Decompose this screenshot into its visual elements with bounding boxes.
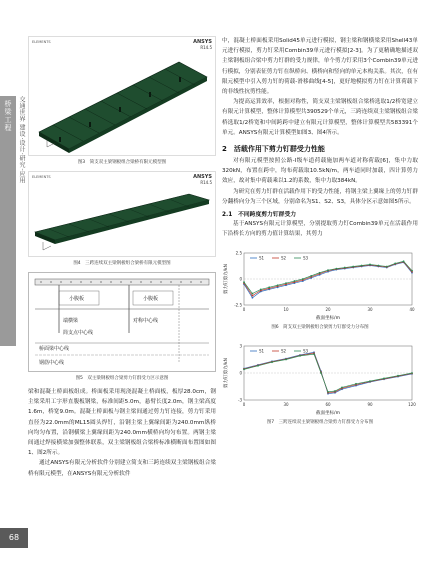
fig3-ansys-label: ANSYS [193, 39, 212, 45]
fig7-data-point-s3 [257, 365, 259, 367]
fig7-data-point-s3 [320, 373, 322, 375]
fig7-data-point-s3 [411, 373, 413, 375]
right-paragraph-2: 为提高运算效率，根据对称性，简支双主梁钢板组合梁桥选取1/2桥宽建立有限元计算模型，整体计算模型共390529个单元，三跨连续双主梁钢板组合梁桥选取1/2桥宽和中间跨跨中建立有限元计算模型，整体计算模型共583391个单元。ANSYS有限元计算模型如图3、图4所示。 [222, 99, 418, 136]
figure-7-chart [222, 336, 418, 416]
fig6-data-point-s3 [361, 265, 363, 267]
fig6-x-tick-label: 30 [367, 307, 373, 313]
fig7-caption: 图7 三跨连续双主梁钢板组合梁剪力钉群受力分布图 [266, 420, 374, 426]
fig7-data-point-s3 [383, 378, 385, 380]
fig6-y-tick-label: -2.5 [234, 302, 242, 308]
fig5-caption: 图5 双主梁钢板组合梁剪力钉群受力区示意图 [75, 376, 169, 381]
fig5-label-web-1: 小腹板 [69, 296, 85, 302]
fig5-label-end-beam: 端横梁 [63, 318, 79, 324]
right-paragraph-4: 为研究在剪力钉群在活载作用下的受力性能，将钢主梁上翼缘上的剪力钉群分翻桥向分为三个区域，分别命名为S1、S2、S3，具体分区示意如图5所示。 [222, 188, 418, 205]
fig6-data-point-s2 [252, 295, 254, 297]
fig6-data-point-s3 [327, 270, 329, 272]
fig7-data-point-s3 [327, 391, 329, 393]
fig6-y-axis-label: 剪力钉剪力/kN [224, 264, 229, 295]
fig6-data-point-s3 [277, 285, 279, 287]
figure-6-chart [222, 243, 418, 321]
fig6-x-axis-label: 截面坐标/m [316, 316, 340, 322]
sidebar [0, 0, 25, 575]
fig4-caption: 图4 三跨连续双主梁钢板组合梁桥有限元模型图 [73, 261, 171, 266]
fig6-caption: 图6 简支双主梁钢板组合梁剪力钉群受力分布图 [271, 325, 369, 331]
fig3-model-image [29, 37, 215, 157]
fig7-x-tick-label: 60 [325, 402, 331, 408]
fig7-data-point-s3 [285, 359, 287, 361]
subsection-heading-2-1: 2.1 不同跨度剪力钉群受力 [222, 212, 297, 219]
fig7-legend-label: S1 [259, 348, 265, 354]
fig4-elements-label: ELEMENTS [32, 175, 51, 179]
fig7-legend-label: S3 [303, 348, 309, 354]
fig7-y-tick-label: 0 [239, 370, 242, 376]
fig7-data-point-s3 [341, 387, 343, 389]
left-paragraph-2: 通过ANSYS有限元分析软件分别建立简支和三跨连续双主梁钢板组合梁桥有限元模型，在ANSYS有限元分析软件 [28, 460, 216, 477]
fig5-label-support: 简支点中心线 [63, 330, 94, 336]
fig6-legend-label: S1 [259, 255, 265, 261]
sidebar-section-label: 桥梁工程 [4, 100, 12, 132]
fig7-x-axis-label: 截面坐标/m [316, 411, 340, 417]
right-paragraph-5: 基于ANSYS有限元计算模型，分别提取剪力钉Combin39单元在活载作用下沿桥长方向的剪力值计算结果，其剪力 [222, 221, 418, 238]
fig7-x-tick-label: 120 [408, 402, 416, 408]
fig6-data-point-s3 [319, 272, 321, 274]
fig6-data-point-s3 [411, 270, 413, 272]
fig5-drawing [29, 273, 215, 373]
fig3-ansys-version: R14.5 [200, 45, 212, 50]
fig6-y-tick-label: 0 [239, 276, 242, 282]
fig5-label-rebar: 钢筋中心线 [39, 360, 65, 366]
fig6-data-point-s3 [294, 281, 296, 283]
figure-3-panel [28, 36, 216, 156]
sidebar-journal-label: 交通世界 建设·设计·研究·应用 [18, 96, 25, 184]
right-paragraph-1: 中，混凝土桥面板采用Solid45单元进行模拟，钢主梁和钢横梁采用Shell43单元进行模拟，剪力钉采用Combin39单元进行模拟[2-3]。为了更精确地描述双主梁钢板组合梁中剪力钉群的受力规律，单个剪力钉采用3个Combin39单元进行模拟，分别表征剪力钉在纵桥向、横桥向和竖向的单元本构关系。其次，在有限元模型中引入剪力钉的荷载-滑移曲线[4-5]，更好地模拟剪力钉在计算荷载下的非线性抗剪性能。 [222, 38, 418, 96]
fig7-data-point-s3 [313, 354, 315, 356]
right-column [222, 36, 418, 431]
fig6-data-point-s3 [252, 293, 254, 295]
fig6-data-point-s3 [310, 275, 312, 277]
section-heading-2: 2 活载作用下剪力钉群受力性能 [222, 145, 325, 154]
fig6-x-tick-label: 40 [409, 307, 415, 313]
fig6-data-point-s3 [260, 289, 262, 291]
fig6-data-point-s3 [369, 264, 371, 266]
fig6-data-point-s3 [268, 287, 270, 289]
fig6-data-point-s3 [352, 266, 354, 268]
fig7-data-point-s3 [299, 355, 301, 357]
fig6-data-point-s3 [243, 282, 245, 284]
fig6-x-tick-label: 10 [283, 307, 289, 313]
fig3-elements-label: ELEMENTS [32, 40, 51, 44]
fig5-label-symmetry: 对称中心线 [133, 318, 159, 324]
fig6-legend-label: S2 [281, 255, 287, 261]
fig7-x-tick-label: 0 [242, 402, 246, 408]
sidebar-section-block [0, 96, 16, 346]
fig6-data-point-s3 [403, 261, 405, 263]
fig6-data-point-s3 [285, 283, 287, 285]
fig6-legend-label: S3 [303, 255, 309, 261]
fig7-x-tick-label: 30 [283, 402, 289, 408]
fig7-data-point-s3 [397, 375, 399, 377]
fig6-y-tick-label: 2.5 [235, 250, 242, 256]
fig5-label-web-2: 小腹板 [143, 296, 159, 302]
fig6-chart-svg [222, 243, 418, 321]
fig7-y-axis-label: 剪力钉剪力/kN [224, 358, 229, 389]
fig6-data-point-s3 [302, 279, 304, 281]
fig7-data-point-s3 [243, 369, 245, 371]
fig4-ansys-label: ANSYS [193, 174, 212, 180]
fig6-x-tick-label: 20 [325, 307, 331, 313]
fig4-ansys-version: R14.5 [200, 180, 212, 185]
fig6-data-point-s3 [336, 268, 338, 270]
fig6-data-point-s3 [378, 265, 380, 267]
fig6-data-point-s1 [252, 297, 254, 299]
fig4-model-image [29, 172, 215, 258]
fig7-x-tick-label: 90 [367, 402, 373, 408]
fig7-data-point-s3 [334, 391, 336, 393]
fig7-legend-label: S2 [281, 348, 287, 354]
fig7-data-point-s3 [369, 381, 371, 383]
right-paragraph-3: 对有限元模型按照公路-I级车道荷载施加两车道对称荷载[6]，集中力取320kN，布置在跨中，均布荷载取10.5kN/m，两车道同时加载，四计算剪力效应，故对集中荷载乘以1.2的系数，集中力取384kN。 [222, 158, 418, 185]
fig7-y-tick-label: 3 [239, 343, 242, 349]
fig6-data-point-s3 [386, 266, 388, 268]
fig3-caption: 图3 简支双主梁钢板组合梁桥有限元模型图 [77, 160, 167, 165]
left-column [28, 36, 216, 479]
fig7-data-point-s3 [355, 383, 357, 385]
figure-5-schematic [28, 272, 216, 372]
fig6-x-tick-label: 0 [242, 307, 246, 313]
page-number: 68 [0, 528, 28, 548]
fig6-data-point-s3 [394, 263, 396, 265]
fig7-chart-svg [222, 336, 418, 416]
fig7-y-tick-label: -3 [238, 397, 242, 403]
figure-4-panel [28, 171, 216, 257]
fig6-data-point-s3 [344, 267, 346, 269]
left-paragraph-1: 梁和混凝土桥面板组成。桥面板采用现浇混凝土桥面板，板厚28.0cm，钢主梁采用工字形直腹板钢梁，标准间距5.0m，悬臂长度2.0m，钢主梁高度1.6m，桥宽9.0m。混凝土桥面板与钢主梁间通过剪力钉连接，剪力钉采用直径为22.0mm的ML15圆头焊钉，沿钢主梁上翼缘间距为240.0mm纵桥向均匀布置，沿钢横梁上翼缘间距为240.0mm横桥向均匀布置。两钢主梁间通过焊接横梁加强整体联系，双主梁钢板组合梁桥标准横断面布置图如图1、图2所示。 [28, 389, 216, 457]
fig5-label-deck: 桥面梁中心线 [39, 346, 70, 352]
fig7-data-point-s3 [271, 362, 273, 364]
